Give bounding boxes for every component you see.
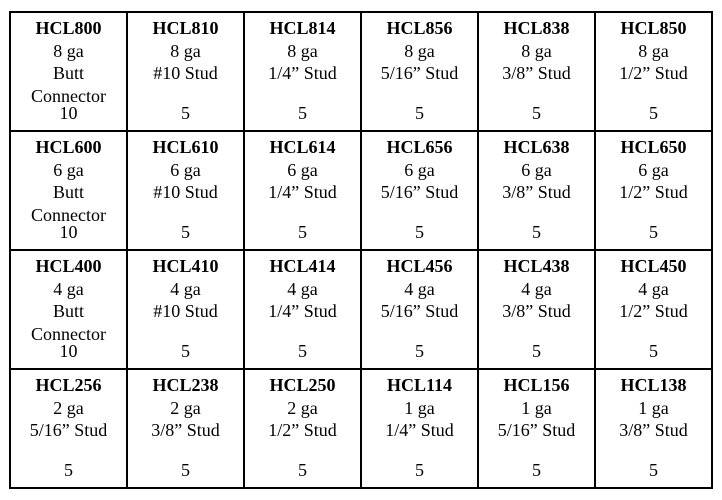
part-number: HCL856	[386, 18, 453, 38]
pack-quantity: 5	[415, 340, 424, 361]
terminal-type: 1/2” Stud	[619, 301, 688, 321]
part-number: HCL600	[35, 137, 102, 157]
pack-quantity: 5	[649, 221, 658, 242]
terminal-type: 5/16” Stud	[380, 301, 459, 321]
terminal-type: 1/4” Stud	[268, 63, 337, 83]
wire-gauge: 1 ga	[404, 397, 435, 418]
terminal-type-line2: Connector	[31, 85, 106, 106]
wire-gauge: 4 ga	[287, 278, 318, 299]
terminal-type-line2: Connector	[31, 204, 106, 225]
terminal-lug-table	[9, 11, 713, 489]
part-number: HCL400	[35, 256, 102, 276]
pack-quantity: 5	[181, 340, 190, 361]
wire-gauge: 6 ga	[638, 159, 669, 180]
table-cell	[11, 251, 128, 370]
terminal-type: 3/8” Stud	[502, 301, 571, 321]
pack-quantity: 5	[298, 221, 307, 242]
part-number: HCL256	[35, 375, 102, 395]
wire-gauge: 2 ga	[53, 397, 84, 418]
pack-quantity: 5	[649, 459, 658, 480]
table-cell	[362, 370, 479, 489]
table-cell	[479, 251, 596, 370]
wire-gauge: 4 ga	[404, 278, 435, 299]
table-cell	[362, 251, 479, 370]
part-number: HCL800	[35, 18, 102, 38]
table-cell	[11, 132, 128, 251]
table-cell	[11, 370, 128, 489]
wire-gauge: 8 ga	[53, 40, 84, 61]
pack-quantity: 5	[532, 459, 541, 480]
wire-gauge: 8 ga	[287, 40, 318, 61]
wire-gauge: 6 ga	[287, 159, 318, 180]
part-number: HCL814	[269, 18, 336, 38]
part-number: HCL650	[620, 137, 687, 157]
terminal-type-line2: Connector	[31, 323, 106, 344]
wire-gauge: 4 ga	[638, 278, 669, 299]
table-cell	[245, 370, 362, 489]
part-number: HCL638	[503, 137, 570, 157]
part-number: HCL610	[152, 137, 219, 157]
wire-gauge: 6 ga	[404, 159, 435, 180]
terminal-type: #10 Stud	[153, 301, 218, 321]
terminal-type: 5/16” Stud	[497, 420, 576, 440]
part-number: HCL138	[620, 375, 687, 395]
pack-quantity: 5	[415, 459, 424, 480]
pack-quantity: 5	[532, 340, 541, 361]
terminal-type: 3/8” Stud	[619, 420, 688, 440]
terminal-type: 1/2” Stud	[619, 63, 688, 83]
table-cell	[596, 370, 713, 489]
part-number: HCL450	[620, 256, 687, 276]
terminal-type: #10 Stud	[153, 63, 218, 83]
wire-gauge: 2 ga	[287, 397, 318, 418]
table-cell	[245, 13, 362, 132]
wire-gauge: 8 ga	[404, 40, 435, 61]
pack-quantity: 10	[59, 221, 78, 242]
table-cell	[362, 132, 479, 251]
part-number: HCL414	[269, 256, 336, 276]
pack-quantity: 5	[298, 459, 307, 480]
wire-gauge: 2 ga	[170, 397, 201, 418]
terminal-type: 5/16” Stud	[29, 420, 108, 440]
pack-quantity: 10	[59, 102, 78, 123]
part-number: HCL438	[503, 256, 570, 276]
wire-gauge: 6 ga	[521, 159, 552, 180]
terminal-type: Butt	[52, 63, 84, 83]
table-cell	[479, 132, 596, 251]
pack-quantity: 5	[532, 221, 541, 242]
table-cell	[11, 13, 128, 132]
terminal-type: Butt	[52, 182, 84, 202]
part-number: HCL614	[269, 137, 336, 157]
wire-gauge: 4 ga	[170, 278, 201, 299]
terminal-type: 5/16” Stud	[380, 63, 459, 83]
pack-quantity: 5	[181, 221, 190, 242]
table-cell	[362, 13, 479, 132]
part-number: HCL238	[152, 375, 219, 395]
table-cell	[596, 132, 713, 251]
wire-gauge: 1 ga	[638, 397, 669, 418]
table-cell	[128, 132, 245, 251]
wire-gauge: 1 ga	[521, 397, 552, 418]
table-cell	[245, 132, 362, 251]
table-cell	[128, 13, 245, 132]
terminal-type: 1/4” Stud	[385, 420, 454, 440]
terminal-type: 3/8” Stud	[502, 63, 571, 83]
wire-gauge: 8 ga	[521, 40, 552, 61]
table-cell	[479, 13, 596, 132]
terminal-type: 3/8” Stud	[151, 420, 220, 440]
part-number: HCL114	[386, 375, 452, 395]
terminal-type: Butt	[52, 301, 84, 321]
pack-quantity: 5	[181, 102, 190, 123]
terminal-type: 3/8” Stud	[502, 182, 571, 202]
wire-gauge: 6 ga	[170, 159, 201, 180]
pack-quantity: 5	[64, 459, 73, 480]
table-cell	[128, 251, 245, 370]
wire-gauge: 8 ga	[638, 40, 669, 61]
part-number: HCL456	[386, 256, 453, 276]
terminal-type: 1/4” Stud	[268, 301, 337, 321]
terminal-type: 1/2” Stud	[268, 420, 337, 440]
pack-quantity: 5	[415, 102, 424, 123]
wire-gauge: 4 ga	[53, 278, 84, 299]
part-number: HCL156	[503, 375, 570, 395]
wire-gauge: 8 ga	[170, 40, 201, 61]
table-cell	[479, 370, 596, 489]
part-number: HCL410	[152, 256, 219, 276]
pack-quantity: 5	[298, 340, 307, 361]
pack-quantity: 5	[298, 102, 307, 123]
pack-quantity: 5	[649, 102, 658, 123]
terminal-type: #10 Stud	[153, 182, 218, 202]
part-number: HCL810	[152, 18, 219, 38]
part-number: HCL838	[503, 18, 570, 38]
terminal-type: 1/4” Stud	[268, 182, 337, 202]
table-cell	[596, 13, 713, 132]
table-cell	[245, 251, 362, 370]
terminal-type: 5/16” Stud	[380, 182, 459, 202]
pack-quantity: 10	[59, 340, 78, 361]
part-number: HCL850	[620, 18, 687, 38]
table-cell	[596, 251, 713, 370]
pack-quantity: 5	[415, 221, 424, 242]
part-number: HCL656	[386, 137, 453, 157]
terminal-type: 1/2” Stud	[619, 182, 688, 202]
wire-gauge: 6 ga	[53, 159, 84, 180]
pack-quantity: 5	[532, 102, 541, 123]
table-cell	[128, 370, 245, 489]
wire-gauge: 4 ga	[521, 278, 552, 299]
part-number: HCL250	[269, 375, 336, 395]
pack-quantity: 5	[649, 340, 658, 361]
pack-quantity: 5	[181, 459, 190, 480]
